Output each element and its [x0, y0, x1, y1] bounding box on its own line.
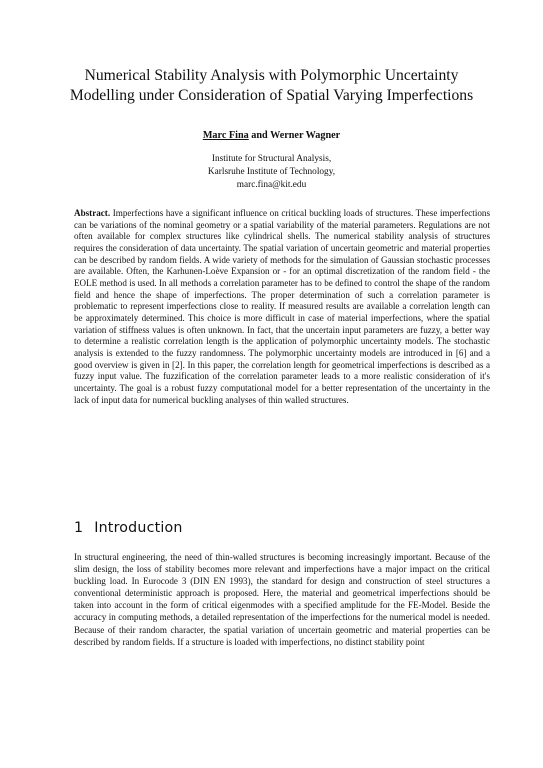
- affiliation-institute: Institute for Structural Analysis,: [211, 154, 332, 164]
- section-heading-introduction: [74, 519, 183, 537]
- affiliation-block: [0, 153, 543, 193]
- section-number: 1: [74, 520, 84, 536]
- abstract-text: Imperfections have a significant influence on critical buckling loads of structures. These imperfections can be variations of the nominal geometry or a spatial variability of the material parameters. Regulations are not often available for complex structures like cylindrical shells. The numerical stability analysis of structures requires the consideration of data uncertainty. The spatial variation of uncertain geometric and material properties can be described by random fields. A wide variety of methods for the simulation of Gaussian stochastic processes are available. Often, the Karhunen-Loève Expansion or - for an optimal discretization of the random field - the EOLE method is used. In all methods a correlation parameter has to be defined to control the shape of the random field and hence the shape of imperfections. The proper determination of such a correlation parameter is problematic to represent imperfections close to reality. If measured results are available a correlation length can be approximately determined. This choice is more difficult in case of material imperfections, where the spatial variation of stiffness values is often unknown. In fact, that the uncertain input parameters are fuzzy, a better way to determine a realistic correlation length is the application of polymorphic uncertainty models. The stochastic analysis is extended to the fuzzy randomness. The polymorphic uncertainty models are introduced in [6] and a good overview is given in [2]. In this paper, the correlation length for geometrical imperfections is described as a fuzzy input value. The fuzzification of the correlation parameter leads to a more realistic consideration of it's uncertainty. The goal is a robust fuzzy computational model for a better representation of the uncertainty in the lack of input data for numerical buckling analyses of thin walled structures.: [74, 208, 490, 405]
- author-line: [0, 129, 543, 142]
- second-author: Werner Wagner: [270, 130, 341, 141]
- section-title: Introduction: [94, 520, 183, 536]
- author-email: marc.fina@kit.edu: [236, 180, 307, 191]
- first-author: Marc Fina: [202, 130, 249, 141]
- affiliation-university: Karlsruhe Institute of Technology,: [207, 167, 336, 178]
- author-connector: and: [248, 130, 271, 141]
- introduction-paragraph: In structural engineering, the need of thin-walled structures is becoming increasingly important. Because of the slim design, the loss of stability becomes more relevant and imperfections have a major impact on the critical buckling load. In Eurocode 3 (DIN EN 1993), the standard for design and construction of steel structures a conventional deterministic approach is proposed. Here, the material and geometrical imperfections should be taken into account in the form of critical eigenmodes with a specified amplitude for the FE-Model. Beside the accuracy in computing methods, a detailed representation of the imperfections for the numerical model is needed. Because of their random character, the spatial variation of uncertain geometric and material properties can be described by random fields. If a structure is loaded with imperfections, no distinct stability point: [74, 552, 490, 647]
- abstract-label: Abstract.: [74, 208, 111, 218]
- paper-title: Numerical Stability Analysis with Polymorphic Uncertainty Modelling under Consideration of Spatial Varying Imperfections: [69, 67, 474, 104]
- abstract: [74, 208, 490, 406]
